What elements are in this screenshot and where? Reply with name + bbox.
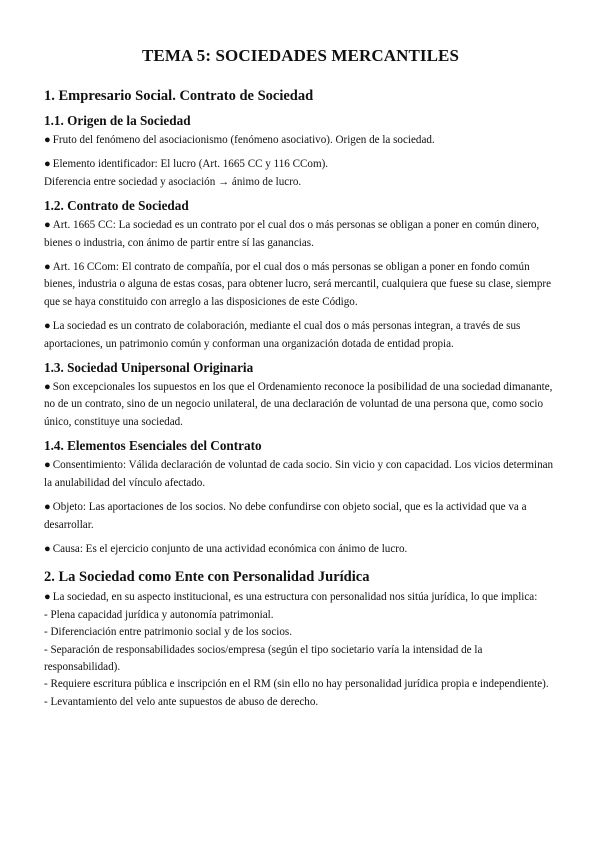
subsection-1-2-heading: 1.2. Contrato de Sociedad — [44, 198, 189, 214]
paragraph: ● Art. 1665 CC: La sociedad es un contrato por el cual dos o más personas se obligan a poner en común dinero, bienes o industria, con ánimo de partir entre sí las ganancias. — [44, 219, 540, 249]
list-item: - Diferenciación entre patrimonio social y de los socios. — [44, 626, 292, 639]
bullet-icon: ● — [44, 158, 51, 171]
bullet-icon: ● — [44, 542, 51, 555]
paragraph: ● Art. 16 CCom: El contrato de compañía, por el cual dos o más personas se obligan a poner en fondo común bienes, industria o alguna de estas cosas, para obtener lucro, será mercantil, cualquiera que fuese su clase, siempre que se haya constituido con arreglo a las disposiciones de este Código. — [44, 261, 552, 308]
subsection-1-4-heading: 1.4. Elementos Esenciales del Contrato — [44, 438, 262, 454]
paragraph: ● Son excepcionales los supuestos en los que el Ordenamiento reconoce la posibilidad de una sociedad dimanante, no de un contrato, sino de un negocio unilateral, de una declaración de voluntad de una persona que, como socio único, constituye una sociedad. — [44, 381, 553, 428]
bullet-icon: ● — [44, 261, 51, 274]
bullet-icon: ● — [44, 591, 51, 604]
list-item: - Plena capacidad jurídica y autonomía patrimonial. — [44, 608, 274, 621]
bullet-icon: ● — [44, 320, 51, 333]
bullet-icon: ● — [44, 459, 51, 472]
section-2-heading: 2. La Sociedad como Ente con Personalidad Jurídica — [44, 569, 370, 586]
bullet-icon: ● — [44, 501, 51, 514]
paragraph: ● Fruto del fenómeno del asociacionismo (fenómeno asociativo). Origen de la sociedad. — [44, 134, 435, 146]
paragraph: Diferencia entre sociedad y asociación → ánimo de lucro. — [44, 175, 302, 188]
paragraph: ● Objeto: Las aportaciones de los socios. No debe confundirse con objeto social, que es la actividad que va a desarrollar. — [44, 501, 527, 531]
paragraph: ● Consentimiento: Válida declaración de voluntad de cada socio. Sin vicio y con capacidad. Los vicios determinan la anulabilidad del vínculo afectado. — [44, 459, 554, 489]
paragraph: ● La sociedad es un contrato de colaboración, mediante el cual dos o más personas integran, a través de sus aportaciones, un patrimonio común y conforman una organización dotada de entidad propia. — [44, 320, 521, 350]
list-item: - Separación de responsabilidades socios/empresa (según el tipo societario varía la intensidad de la responsabilidad). — [44, 643, 483, 673]
section-1-heading: 1. Empresario Social. Contrato de Sociedad — [44, 88, 314, 104]
bullet-icon: ● — [44, 381, 51, 394]
paragraph: ● Elemento identificador: El lucro (Art. 1665 CC y 116 CCom). — [44, 158, 329, 171]
paragraph: ● La sociedad, en su aspecto institucional, es una estructura con personalidad nos sitúa jurídica, lo que implica: — [44, 591, 538, 604]
paragraph: ● Causa: Es el ejercicio conjunto de una actividad económica con ánimo de lucro. — [44, 542, 408, 555]
bullet-icon: ● — [44, 134, 51, 146]
document-title: TEMA 5: SOCIEDADES MERCANTILES — [141, 46, 460, 65]
bullet-icon: ● — [44, 219, 51, 232]
list-item: - Levantamiento del velo ante supuestos de abuso de derecho. — [44, 695, 319, 708]
subsection-1-3-heading: 1.3. Sociedad Unipersonal Originaria — [44, 360, 254, 376]
list-item: - Requiere escritura pública e inscripción en el RM (sin ello no hay personalidad jurídica propia e independiente). — [44, 678, 549, 691]
subsection-1-1-heading: 1.1. Origen de la Sociedad — [44, 113, 191, 128]
